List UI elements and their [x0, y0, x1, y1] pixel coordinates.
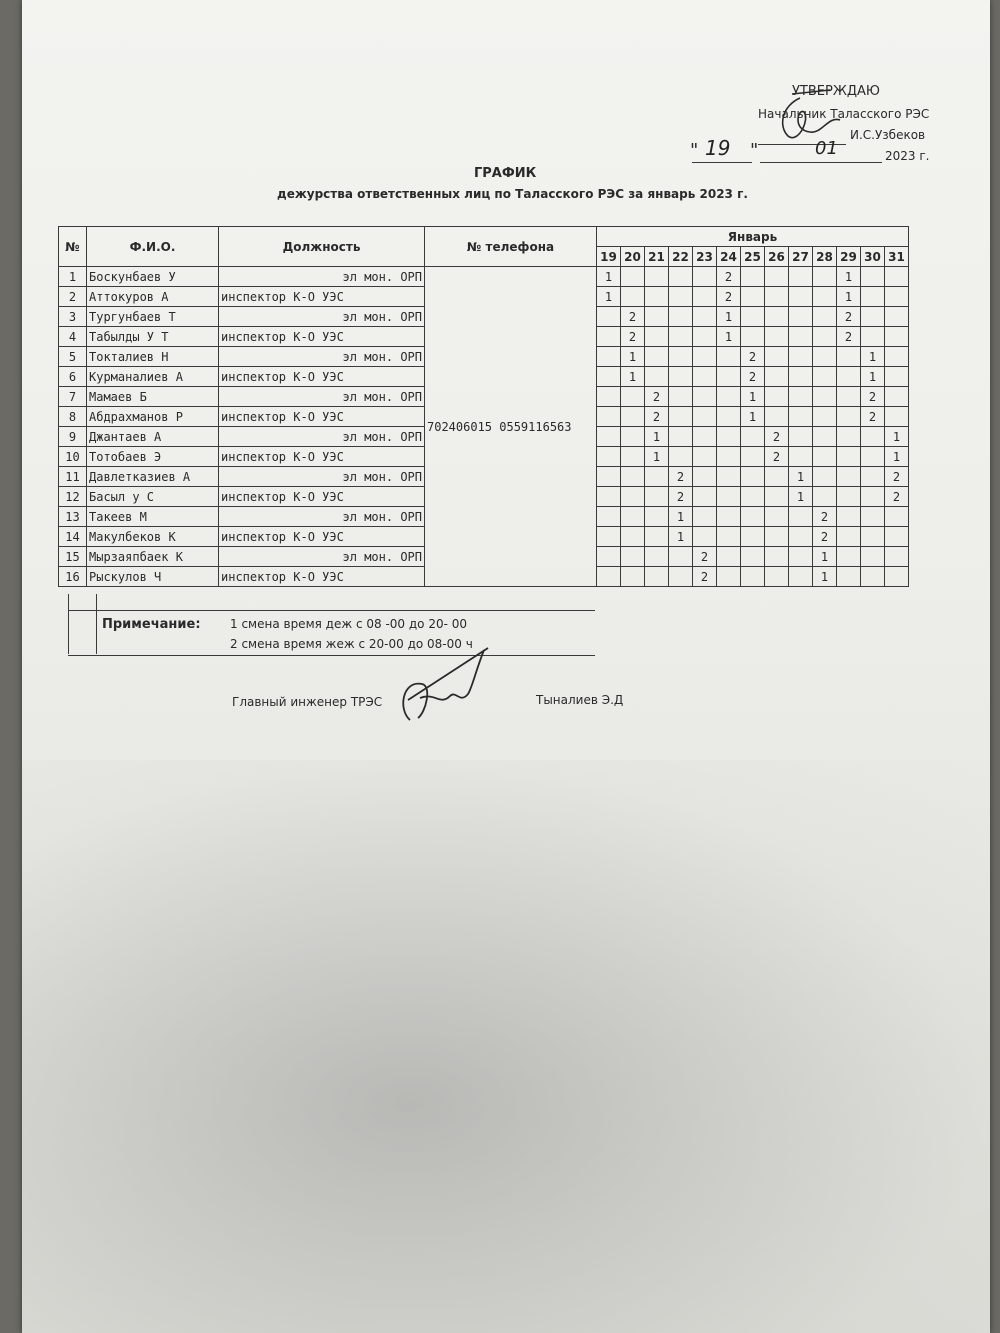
- shift-cell: [837, 347, 861, 367]
- shift-cell: 1: [789, 487, 813, 507]
- shift-cell: [645, 567, 669, 587]
- shift-cell: 2: [813, 507, 837, 527]
- shift-cell: [789, 547, 813, 567]
- shift-cell: [765, 287, 789, 307]
- shift-cell: [837, 467, 861, 487]
- duty-schedule-table: [58, 226, 909, 587]
- shift-cell: 1: [597, 287, 621, 307]
- row-position: эл мон. ОРП: [219, 347, 425, 367]
- shift-cell: 2: [813, 527, 837, 547]
- day-header: 21: [645, 247, 669, 267]
- header-phone: № телефона: [425, 227, 597, 267]
- row-fio: Рыскулов Ч: [87, 567, 219, 587]
- shift-cell: 2: [741, 347, 765, 367]
- day-header: 31: [885, 247, 909, 267]
- shift-cell: [669, 427, 693, 447]
- shift-cell: [717, 447, 741, 467]
- shift-cell: [861, 527, 885, 547]
- shift-cell: [741, 487, 765, 507]
- shift-cell: 1: [813, 567, 837, 587]
- row-number: 6: [59, 367, 87, 387]
- shift-cell: [765, 367, 789, 387]
- shift-cell: 1: [885, 427, 909, 447]
- shift-cell: [621, 387, 645, 407]
- shift-cell: [861, 567, 885, 587]
- shift-cell: 2: [741, 367, 765, 387]
- shift-cell: [621, 487, 645, 507]
- row-position: инспектор К-О УЭС: [219, 367, 425, 387]
- shift-cell: 2: [645, 407, 669, 427]
- shift-cell: [693, 347, 717, 367]
- shift-cell: [885, 367, 909, 387]
- approval-date-year: 2023 г.: [885, 149, 930, 163]
- shift-cell: [813, 467, 837, 487]
- row-fio: Курманалиев А: [87, 367, 219, 387]
- shift-cell: [837, 527, 861, 547]
- row-fio: Джантаев А: [87, 427, 219, 447]
- shift-cell: [645, 487, 669, 507]
- shift-cell: 1: [837, 267, 861, 287]
- shift-cell: 2: [645, 387, 669, 407]
- shift-cell: [621, 527, 645, 547]
- day-header: 19: [597, 247, 621, 267]
- shift-cell: [669, 327, 693, 347]
- approval-date-quote-close: ": [750, 140, 759, 161]
- row-fio: Токталиев Н: [87, 347, 219, 367]
- day-header: 26: [765, 247, 789, 267]
- shift-cell: [861, 447, 885, 467]
- row-number: 2: [59, 287, 87, 307]
- shift-cell: [789, 407, 813, 427]
- shift-cell: [669, 407, 693, 427]
- shift-cell: [813, 487, 837, 507]
- shift-cell: [861, 547, 885, 567]
- shift-cell: [885, 567, 909, 587]
- shift-cell: [813, 347, 837, 367]
- shift-cell: [789, 527, 813, 547]
- shift-cell: 1: [741, 387, 765, 407]
- shift-cell: [597, 387, 621, 407]
- shift-cell: [597, 547, 621, 567]
- shift-cell: [645, 307, 669, 327]
- shift-cell: [597, 567, 621, 587]
- header-month: Январь: [597, 227, 909, 247]
- shift-cell: 2: [837, 307, 861, 327]
- day-header: 25: [741, 247, 765, 267]
- shift-cell: [741, 467, 765, 487]
- shift-cell: [645, 547, 669, 567]
- day-header: 23: [693, 247, 717, 267]
- shift-cell: [885, 507, 909, 527]
- shift-cell: [741, 287, 765, 307]
- engineer-signature: [380, 640, 490, 735]
- shift-cell: [741, 307, 765, 327]
- shift-cell: [861, 267, 885, 287]
- shift-cell: 1: [741, 407, 765, 427]
- shift-cell: [669, 567, 693, 587]
- shift-cell: 2: [717, 287, 741, 307]
- shift-cell: [717, 547, 741, 567]
- row-position: эл мон. ОРП: [219, 427, 425, 447]
- shift-cell: [861, 327, 885, 347]
- shift-cell: 1: [669, 507, 693, 527]
- note-line-1: 1 смена время деж с 08 -00 до 20- 00: [230, 617, 468, 631]
- shift-cell: [885, 347, 909, 367]
- day-header: 22: [669, 247, 693, 267]
- shift-cell: [789, 347, 813, 367]
- shift-cell: [621, 427, 645, 447]
- row-fio: Табылды У Т: [87, 327, 219, 347]
- shift-cell: 2: [621, 327, 645, 347]
- shift-cell: 2: [861, 407, 885, 427]
- approval-position: Начальник Таласского РЭС: [758, 107, 930, 121]
- shift-cell: [765, 527, 789, 547]
- row-number: 14: [59, 527, 87, 547]
- shift-cell: [717, 407, 741, 427]
- shift-cell: 1: [597, 267, 621, 287]
- approval-signature: [770, 86, 850, 156]
- row-position: инспектор К-О УЭС: [219, 447, 425, 467]
- row-position: эл мон. ОРП: [219, 507, 425, 527]
- shift-cell: [837, 427, 861, 447]
- shift-cell: [861, 487, 885, 507]
- shift-cell: 2: [765, 447, 789, 467]
- row-fio: Мырзаяпбаек К: [87, 547, 219, 567]
- row-position: эл мон. ОРП: [219, 307, 425, 327]
- shift-cell: [645, 507, 669, 527]
- shift-cell: 2: [669, 467, 693, 487]
- shift-cell: [789, 287, 813, 307]
- row-position: эл мон. ОРП: [219, 467, 425, 487]
- shift-cell: 2: [837, 327, 861, 347]
- shift-cell: [789, 307, 813, 327]
- day-header: 29: [837, 247, 861, 267]
- row-position: инспектор К-О УЭС: [219, 287, 425, 307]
- shift-cell: [885, 287, 909, 307]
- shift-cell: 1: [885, 447, 909, 467]
- shift-cell: [621, 547, 645, 567]
- shift-cell: [717, 487, 741, 507]
- footer-role: Главный инженер ТРЭС: [232, 695, 383, 709]
- shift-cell: [717, 367, 741, 387]
- shift-cell: 1: [717, 327, 741, 347]
- shift-cell: [813, 327, 837, 347]
- shift-cell: [669, 547, 693, 567]
- shift-cell: [789, 387, 813, 407]
- shift-cell: [813, 387, 837, 407]
- shift-cell: [693, 487, 717, 507]
- shift-cell: [813, 427, 837, 447]
- schedule-rows: [59, 267, 909, 587]
- shift-cell: [789, 367, 813, 387]
- row-fio: Боскунбаев У: [87, 267, 219, 287]
- shift-cell: [645, 367, 669, 387]
- shift-cell: 2: [885, 487, 909, 507]
- table-row: [59, 267, 909, 287]
- shift-cell: [765, 327, 789, 347]
- shift-cell: 2: [717, 267, 741, 287]
- document-subtitle: дежурства ответственных лиц по Таласского РЭС за январь 2023 г.: [277, 187, 748, 201]
- shift-cell: [645, 527, 669, 547]
- shift-cell: [597, 487, 621, 507]
- shift-cell: [693, 327, 717, 347]
- shift-cell: [597, 527, 621, 547]
- shift-cell: [765, 507, 789, 527]
- shift-cell: [765, 347, 789, 367]
- shift-cell: [597, 367, 621, 387]
- shift-cell: [813, 267, 837, 287]
- day-header: 20: [621, 247, 645, 267]
- row-number: 12: [59, 487, 87, 507]
- row-number: 16: [59, 567, 87, 587]
- shift-cell: 2: [765, 427, 789, 447]
- shift-cell: [813, 447, 837, 467]
- shift-cell: [837, 487, 861, 507]
- shift-cell: [861, 507, 885, 527]
- shift-cell: [621, 447, 645, 467]
- shift-cell: 1: [621, 367, 645, 387]
- shift-cell: [789, 427, 813, 447]
- shift-cell: [717, 527, 741, 547]
- shift-cell: 1: [837, 287, 861, 307]
- row-number: 8: [59, 407, 87, 427]
- footer-name: Тыналиев Э.Д: [536, 693, 624, 707]
- shift-cell: [741, 427, 765, 447]
- row-position: эл мон. ОРП: [219, 267, 425, 287]
- row-number: 10: [59, 447, 87, 467]
- shift-cell: [837, 387, 861, 407]
- shift-cell: [765, 407, 789, 427]
- shift-cell: [693, 387, 717, 407]
- shift-cell: [837, 447, 861, 467]
- shift-cell: [621, 507, 645, 527]
- approval-name: И.С.Узбеков: [850, 128, 926, 142]
- shift-cell: [813, 407, 837, 427]
- row-fio: Тургунбаев Т: [87, 307, 219, 327]
- shift-cell: [669, 347, 693, 367]
- shift-cell: [621, 287, 645, 307]
- shift-cell: [861, 287, 885, 307]
- shift-cell: [669, 387, 693, 407]
- shift-cell: 2: [885, 467, 909, 487]
- shift-cell: [717, 427, 741, 447]
- shift-cell: [765, 487, 789, 507]
- shift-cell: [693, 367, 717, 387]
- row-fio: Такеев М: [87, 507, 219, 527]
- row-number: 11: [59, 467, 87, 487]
- row-fio: Давлетказиев А: [87, 467, 219, 487]
- shift-cell: [669, 367, 693, 387]
- row-number: 13: [59, 507, 87, 527]
- shift-cell: [621, 567, 645, 587]
- approval-date-month: 01: [815, 138, 838, 159]
- row-position: инспектор К-О УЭС: [219, 407, 425, 427]
- header-position: Должность: [219, 227, 425, 267]
- row-position: эл мон. ОРП: [219, 547, 425, 567]
- date-day-line: [692, 162, 752, 163]
- shift-cell: 1: [621, 347, 645, 367]
- row-number: 4: [59, 327, 87, 347]
- header-fio: Ф.И.О.: [87, 227, 219, 267]
- shift-cell: [765, 387, 789, 407]
- shift-cell: [813, 287, 837, 307]
- shift-cell: 1: [861, 347, 885, 367]
- row-number: 7: [59, 387, 87, 407]
- row-position: инспектор К-О УЭС: [219, 327, 425, 347]
- row-number: 9: [59, 427, 87, 447]
- row-number: 3: [59, 307, 87, 327]
- shift-cell: [693, 407, 717, 427]
- shift-cell: [693, 427, 717, 447]
- row-fio: Абдрахманов Р: [87, 407, 219, 427]
- shift-cell: [669, 267, 693, 287]
- shift-cell: [885, 307, 909, 327]
- shift-cell: [885, 547, 909, 567]
- shift-cell: [693, 507, 717, 527]
- day-header: 24: [717, 247, 741, 267]
- phone-number: 702406015 0559116563: [425, 267, 597, 587]
- shift-cell: [885, 327, 909, 347]
- shift-cell: [741, 327, 765, 347]
- shift-cell: [717, 567, 741, 587]
- shift-cell: [597, 307, 621, 327]
- shift-cell: [789, 507, 813, 527]
- shift-cell: [693, 467, 717, 487]
- document-title: ГРАФИК: [474, 166, 537, 181]
- shift-cell: [597, 327, 621, 347]
- shift-cell: [789, 267, 813, 287]
- shift-cell: [813, 307, 837, 327]
- row-number: 1: [59, 267, 87, 287]
- shift-cell: [693, 267, 717, 287]
- shift-cell: [861, 427, 885, 447]
- shift-cell: [885, 387, 909, 407]
- row-position: инспектор К-О УЭС: [219, 527, 425, 547]
- shift-cell: [741, 267, 765, 287]
- shift-cell: [717, 467, 741, 487]
- shift-cell: 2: [669, 487, 693, 507]
- shift-cell: 1: [813, 547, 837, 567]
- shift-cell: [765, 267, 789, 287]
- shift-cell: [837, 567, 861, 587]
- shift-cell: [693, 527, 717, 547]
- shift-cell: [645, 467, 669, 487]
- row-fio: Аттокуров А: [87, 287, 219, 307]
- shift-cell: [837, 407, 861, 427]
- row-position: инспектор К-О УЭС: [219, 487, 425, 507]
- shift-cell: 1: [669, 527, 693, 547]
- row-position: инспектор К-О УЭС: [219, 567, 425, 587]
- approval-title: УТВЕРЖДАЮ: [792, 84, 880, 99]
- day-header: 30: [861, 247, 885, 267]
- shift-cell: [669, 307, 693, 327]
- shift-cell: [645, 267, 669, 287]
- shift-cell: [717, 387, 741, 407]
- shift-cell: 2: [693, 547, 717, 567]
- shift-cell: [885, 407, 909, 427]
- shift-cell: [837, 367, 861, 387]
- approval-date-day: 19: [705, 136, 731, 160]
- shift-cell: [765, 547, 789, 567]
- date-month-line: [760, 162, 882, 163]
- shift-cell: [597, 467, 621, 487]
- shift-cell: [765, 307, 789, 327]
- shift-cell: [645, 347, 669, 367]
- shift-cell: 1: [717, 307, 741, 327]
- shift-cell: [597, 447, 621, 467]
- shift-cell: [765, 467, 789, 487]
- row-number: 5: [59, 347, 87, 367]
- shift-cell: [693, 307, 717, 327]
- note-label: Примечание:: [102, 617, 201, 632]
- shift-cell: [885, 527, 909, 547]
- shift-cell: [597, 427, 621, 447]
- row-number: 15: [59, 547, 87, 567]
- shift-cell: 1: [789, 467, 813, 487]
- shift-cell: [645, 287, 669, 307]
- shift-cell: [741, 527, 765, 547]
- shift-cell: [597, 407, 621, 427]
- shift-cell: [741, 507, 765, 527]
- shift-cell: [789, 567, 813, 587]
- shift-cell: [789, 327, 813, 347]
- shift-cell: [621, 267, 645, 287]
- shift-cell: [861, 307, 885, 327]
- shift-cell: [837, 507, 861, 527]
- shift-cell: [669, 287, 693, 307]
- row-fio: Тотобаев Э: [87, 447, 219, 467]
- shift-cell: [597, 507, 621, 527]
- shift-cell: [789, 447, 813, 467]
- shift-cell: 1: [645, 427, 669, 447]
- shift-cell: [741, 447, 765, 467]
- shift-cell: [717, 347, 741, 367]
- shift-cell: [813, 367, 837, 387]
- shift-cell: 2: [693, 567, 717, 587]
- shift-cell: 1: [645, 447, 669, 467]
- shift-cell: 1: [861, 367, 885, 387]
- shift-cell: [741, 547, 765, 567]
- shift-cell: [885, 267, 909, 287]
- shift-cell: [693, 447, 717, 467]
- shift-cell: [645, 327, 669, 347]
- shift-cell: 2: [621, 307, 645, 327]
- shift-cell: [669, 447, 693, 467]
- shift-cell: [717, 507, 741, 527]
- row-fio: Басыл у С: [87, 487, 219, 507]
- shift-cell: [693, 287, 717, 307]
- day-header: 28: [813, 247, 837, 267]
- approval-date-quote-open: ": [690, 140, 699, 161]
- shift-cell: [597, 347, 621, 367]
- shift-cell: [621, 407, 645, 427]
- shift-cell: [837, 547, 861, 567]
- shift-cell: [765, 567, 789, 587]
- day-header: 27: [789, 247, 813, 267]
- shift-cell: [621, 467, 645, 487]
- shift-cell: [741, 567, 765, 587]
- shift-cell: [861, 467, 885, 487]
- row-position: эл мон. ОРП: [219, 387, 425, 407]
- row-fio: Макулбеков К: [87, 527, 219, 547]
- row-fio: Мамаев Б: [87, 387, 219, 407]
- shift-cell: 2: [861, 387, 885, 407]
- header-no: №: [59, 227, 87, 267]
- note-line-2: 2 смена время жеж с 20-00 до 08-00 ч: [230, 637, 473, 651]
